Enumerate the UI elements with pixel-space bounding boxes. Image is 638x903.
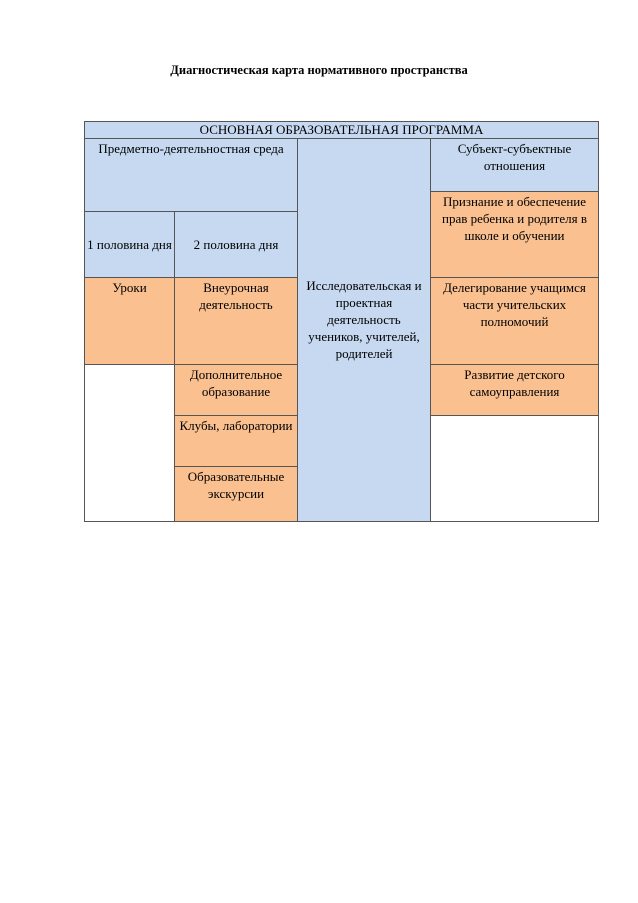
normative-space-table: [84, 121, 599, 522]
cell-first-half-of-day: [84, 211, 175, 278]
document-title: Диагностическая карта нормативного пространства: [170, 63, 468, 77]
second-half-text: 2 половина дня: [193, 237, 279, 252]
first-half-text: 1 половина дня: [87, 237, 172, 252]
research-text: Исследовательская и проектная деятельность учеников, учителей, родителей: [306, 278, 422, 361]
cell-subject-subject-relations: Субъект-субъектные отношения: [430, 138, 599, 192]
cell-self-government: Развитие детского самоуправления: [430, 364, 599, 416]
cell-lessons: Уроки: [84, 277, 175, 365]
cell-empty-left: [84, 364, 175, 522]
cell-educational-excursions: Образовательные экскурсии: [174, 466, 298, 522]
cell-delegation-powers: Делегирование учащимся части учительских полномочий: [430, 277, 599, 365]
cell-subject-activity-environment: Предметно-деятельностная среда: [84, 138, 298, 212]
cell-clubs-laboratories: Клубы, лаборатории: [174, 415, 298, 467]
cell-research-project-activity: [297, 138, 431, 522]
cell-recognition-rights: Признание и обеспечение прав ребенка и родителя в школе и обучении: [430, 191, 599, 278]
table-header-main-program: ОСНОВНАЯ ОБРАЗОВАТЕЛЬНАЯ ПРОГРАММА: [84, 121, 599, 139]
cell-extracurricular-activity: Внеурочная деятельность: [174, 277, 298, 365]
cell-empty-right: [430, 415, 599, 522]
cell-additional-education: Дополнительное образование: [174, 364, 298, 416]
cell-second-half-of-day: [174, 211, 298, 278]
